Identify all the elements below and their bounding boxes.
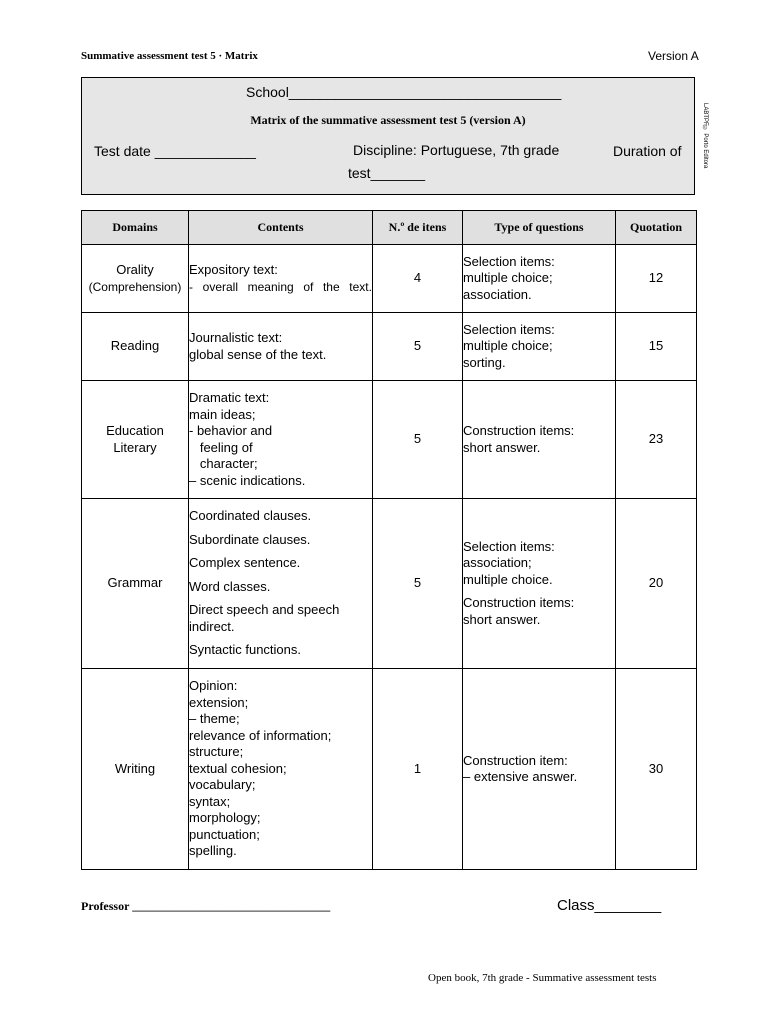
domain-cell: Education Literary (82, 381, 189, 499)
domain-cell: Writing (82, 669, 189, 870)
table-row (82, 669, 697, 870)
header-items: N.º de itens (373, 211, 463, 245)
quotation-cell: 15 (616, 313, 697, 381)
test-date-field: Test date _____________ (94, 143, 256, 159)
types-cell: Selection items: association; multiple choice. Construction items: short answer. (463, 499, 616, 669)
table-row (82, 381, 697, 499)
contents-cell: Coordinated clauses. Subordinate clauses. Complex sentence. Word classes. Direct speech and speech indirect. Syntactic functions. (189, 499, 373, 669)
quotation-cell: 23 (616, 381, 697, 499)
contents-cell: Dramatic text: main ideas; - behavior and feeling of character; – scenic indications. (189, 381, 373, 499)
table-row (82, 499, 697, 669)
class-field: Class________ (557, 897, 662, 914)
header-quotation: Quotation (616, 211, 697, 245)
contents-cell: Journalistic text: global sense of the text. (189, 313, 373, 381)
table-row (82, 313, 697, 381)
page-footer: Open book, 7th grade - Summative assessment tests (428, 972, 657, 984)
quotation-cell: 20 (616, 499, 697, 669)
items-cell: 1 (373, 669, 463, 870)
duration-label: Duration of (613, 143, 682, 159)
header-domains: Domains (82, 211, 189, 245)
matrix-table (81, 210, 697, 870)
items-cell: 5 (373, 313, 463, 381)
quotation-cell: 30 (616, 669, 697, 870)
domain-cell: Reading (82, 313, 189, 381)
table-row (82, 245, 697, 313)
types-cell: Selection items: multiple choice; association. (463, 245, 616, 313)
discipline-label: Discipline: Portuguese, 7th grade (353, 142, 560, 158)
header-types: Type of questions (463, 211, 616, 245)
items-cell: 4 (373, 245, 463, 313)
header-contents: Contents (189, 211, 373, 245)
version-label: Version A (648, 49, 699, 63)
school-field: School___________________________________ (246, 84, 562, 100)
contents-cell: Expository text: - overall meaning of the text. (189, 245, 373, 313)
types-cell: Construction item: – extensive answer. (463, 669, 616, 870)
types-cell: Construction items: short answer. (463, 381, 616, 499)
professor-field: Professor _________________________________ (81, 899, 331, 913)
domain-cell: Grammar (82, 499, 189, 669)
items-cell: 5 (373, 381, 463, 499)
test-duration-field: test_______ (348, 165, 426, 181)
table-header-row (82, 211, 697, 245)
info-box (81, 77, 695, 195)
justified-line: - overall meaning of the text. (189, 279, 372, 294)
contents-cell: Opinion: extension; – theme; relevance of information; structure; textual cohesion; vocabulary; syntax; morphology; punctuation; spelling. (189, 669, 373, 870)
side-copyright: LABTPF© Porto Editora (702, 103, 708, 169)
quotation-cell: 12 (616, 245, 697, 313)
domain-cell: Orality (Comprehension) (82, 245, 189, 313)
document-header-title: Summative assessment test 5 · Matrix (81, 50, 258, 62)
items-cell: 5 (373, 499, 463, 669)
matrix-title: Matrix of the summative assessment test 5 (version A) (250, 113, 526, 127)
types-cell: Selection items: multiple choice; sorting. (463, 313, 616, 381)
